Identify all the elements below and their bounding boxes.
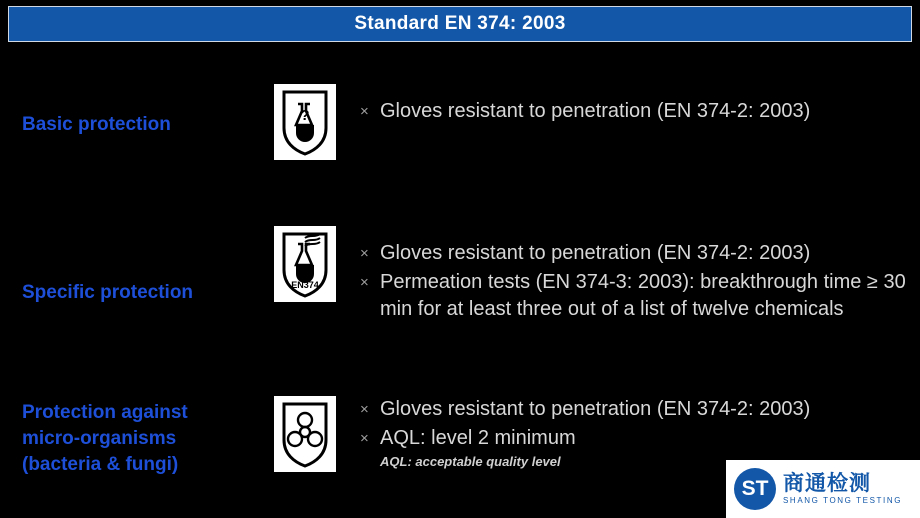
erlenmeyer-question-shield-icon bbox=[274, 84, 336, 160]
bullet-marker-icon: × bbox=[360, 430, 369, 447]
list-item-text: Gloves resistant to penetration (EN 374-2: 2003) bbox=[380, 100, 811, 122]
list-item bbox=[360, 98, 906, 125]
page-title: Standard EN 374: 2003 bbox=[354, 13, 566, 34]
bullet-marker-icon: × bbox=[360, 401, 369, 418]
logo-mark-icon: ST bbox=[734, 468, 776, 510]
pictogram-cell bbox=[250, 78, 360, 160]
logo-english-name: SHANG TONG TESTING bbox=[783, 495, 903, 505]
bullet-marker-icon: × bbox=[360, 103, 369, 120]
list-item bbox=[360, 269, 906, 323]
company-logo bbox=[726, 460, 920, 518]
list-item-text: Permeation tests (EN 374-3: 2003): breakthrough time ≥ 30 min for at least three out of a list of twelve chemicals bbox=[380, 271, 906, 320]
list-item bbox=[360, 396, 906, 423]
content-row bbox=[0, 222, 920, 325]
pictogram-cell bbox=[250, 222, 360, 302]
footnote-text: AQL: acceptable quality level bbox=[380, 454, 561, 469]
list-item-text: Gloves resistant to penetration (EN 374-2: 2003) bbox=[380, 242, 811, 264]
list-item bbox=[360, 240, 906, 267]
content-row bbox=[0, 78, 920, 160]
list-item bbox=[360, 425, 906, 452]
list-item-text: AQL: level 2 minimum bbox=[380, 427, 576, 449]
slide-title-bar bbox=[8, 6, 912, 42]
row-label-basic-protection: Basic protection bbox=[22, 114, 171, 135]
bullet-marker-icon: × bbox=[360, 245, 369, 262]
bullet-marker-icon: × bbox=[360, 274, 369, 291]
erlenmeyer-flask-shield-icon bbox=[274, 226, 336, 302]
row-label-micro-organisms: Protection against micro-organisms (bacteria & fungi) bbox=[22, 402, 188, 475]
logo-chinese-name: 商通检测 bbox=[783, 471, 871, 495]
logo-text bbox=[783, 472, 902, 507]
svg-text:EN374: EN374 bbox=[291, 280, 319, 290]
bullet-list bbox=[360, 222, 920, 325]
bullet-list bbox=[360, 382, 920, 469]
row-label-specific-protection: Specific protection bbox=[22, 282, 194, 303]
pictogram-cell bbox=[250, 382, 360, 472]
list-item-text: Gloves resistant to penetration (EN 374-2: 2003) bbox=[380, 398, 811, 420]
svg-text:?: ? bbox=[300, 107, 310, 124]
biohazard-shield-icon bbox=[274, 396, 336, 472]
bullet-list bbox=[360, 78, 920, 127]
